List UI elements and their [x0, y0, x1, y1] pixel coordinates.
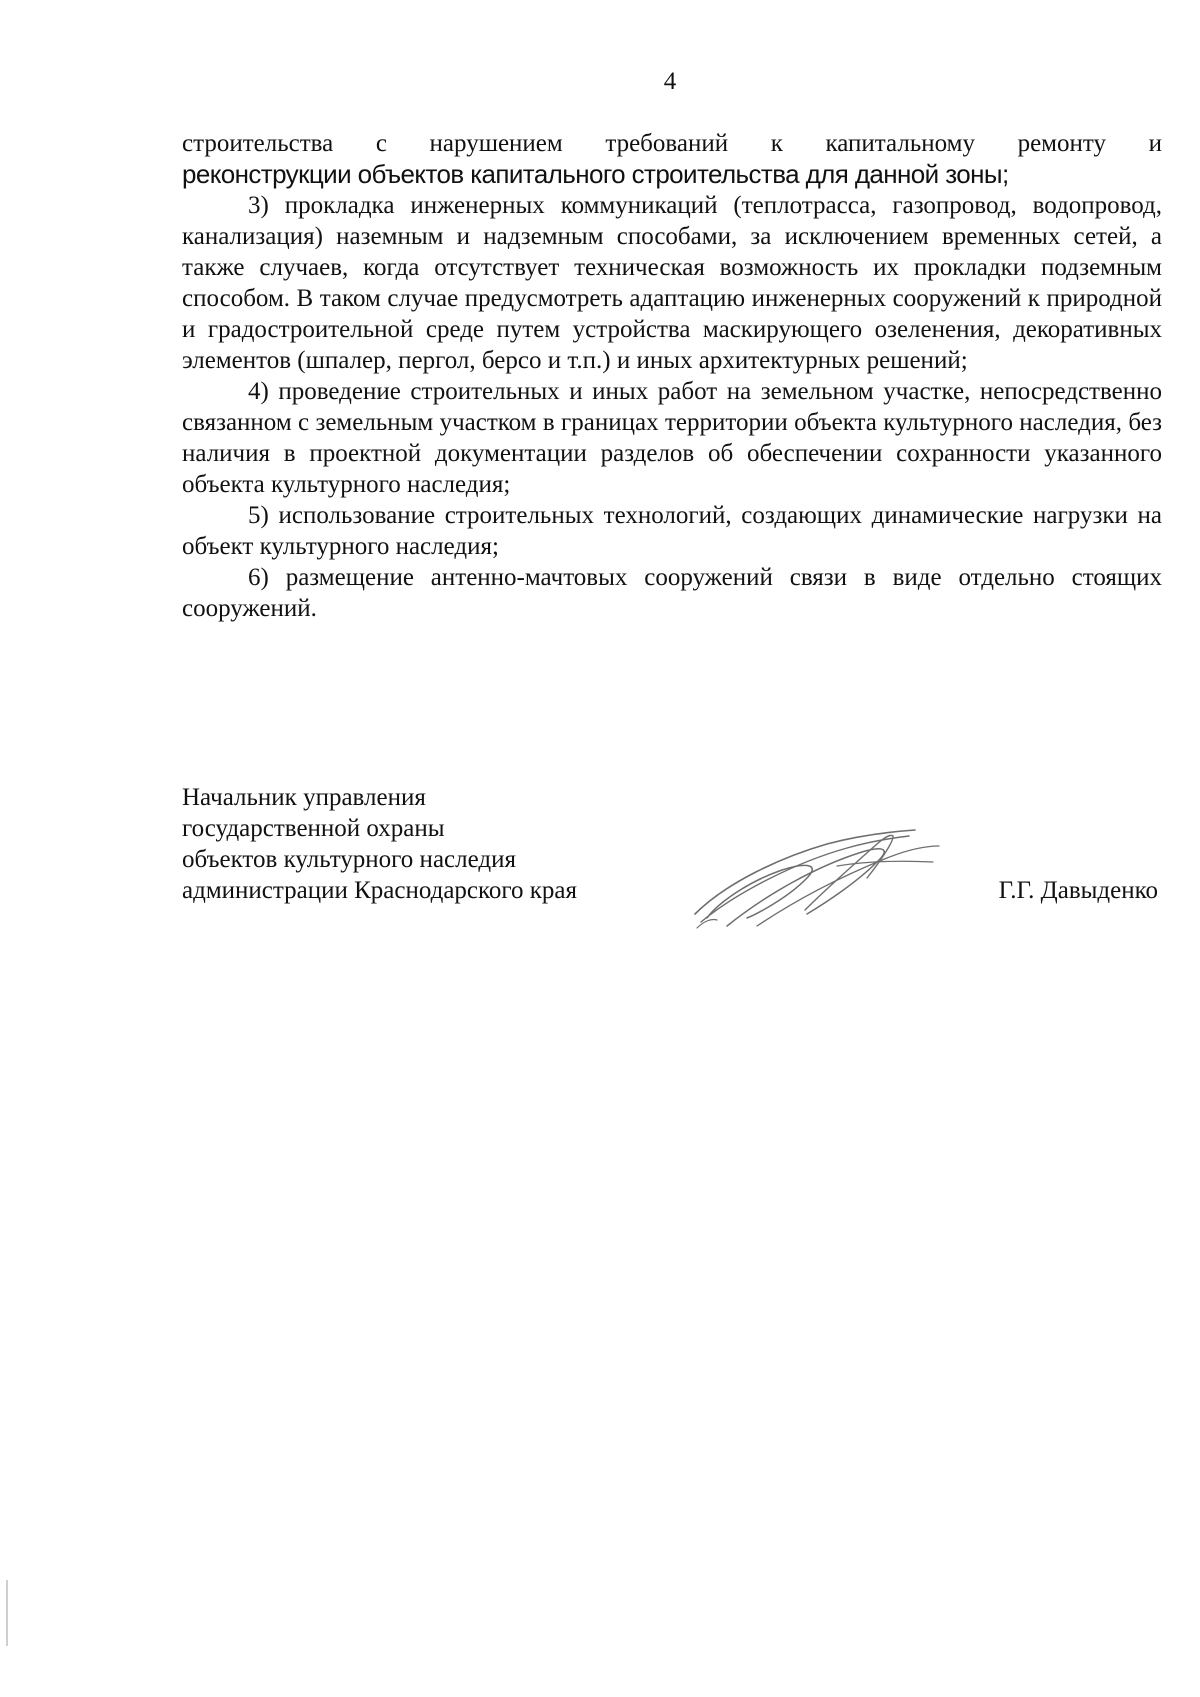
signature-block: [182, 782, 1162, 952]
signer-position-line: Начальник управления: [182, 784, 426, 811]
page-number: 4: [663, 68, 677, 95]
continuation-line-1: строительства с нарушением требований к капитальному ремонту и: [182, 130, 1162, 157]
signature-stroke: [727, 849, 884, 926]
paragraph-item-5: 5) использование строительных технологий, создающих динамические нагрузки на объект культурного наследия;: [182, 502, 1162, 560]
paragraph-item-6: 6) размещение антенно-мачтовых сооружений связи в виде отдельно стоящих сооружений.: [182, 564, 1162, 622]
paragraph-item-4: 4) проведение строительных и иных работ на земельном участке, непосредственно связанном с земельным участком в границах территории объекта культурного наследия, без наличия в проектной документации разделов об обеспечении сохранности указанного объекта культурного наследия;: [182, 378, 1162, 498]
signer-position-line: объектов культурного наследия: [182, 846, 516, 873]
signature-stroke: [837, 861, 933, 866]
signer-position-line: государственной охраны: [182, 815, 445, 842]
paragraph-continuation: [182, 128, 1162, 190]
signature-stroke: [697, 919, 717, 928]
paragraph-item-3: 3) прокладка инженерных коммуникаций (теплотрасса, газопровод, водопровод, канализация) наземным и надземным способами, за исключением временных сетей, а также случаев, когда отсутствует техническая возможность их прокладки подземным способом. В таком случае предусмотреть адаптацию инженерных сооружений к природной и градостроительной среде путем устройства маскирующего озеленения, декоративных элементов (шпалер, пергол, берсо и т.п.) и иных архитектурных решений;: [182, 192, 1162, 374]
signer-name: Г.Г. Давыденко: [998, 877, 1158, 904]
handwritten-signature: [687, 822, 947, 932]
scan-edge-mark: [6, 1580, 8, 1646]
signer-position: [182, 782, 577, 906]
document-body: [182, 128, 1162, 624]
signer-position-line: администрации Краснодарского края: [182, 877, 578, 904]
continuation-line-2: реконструкции объектов капитального строительства для данной зоны;: [182, 159, 1009, 189]
